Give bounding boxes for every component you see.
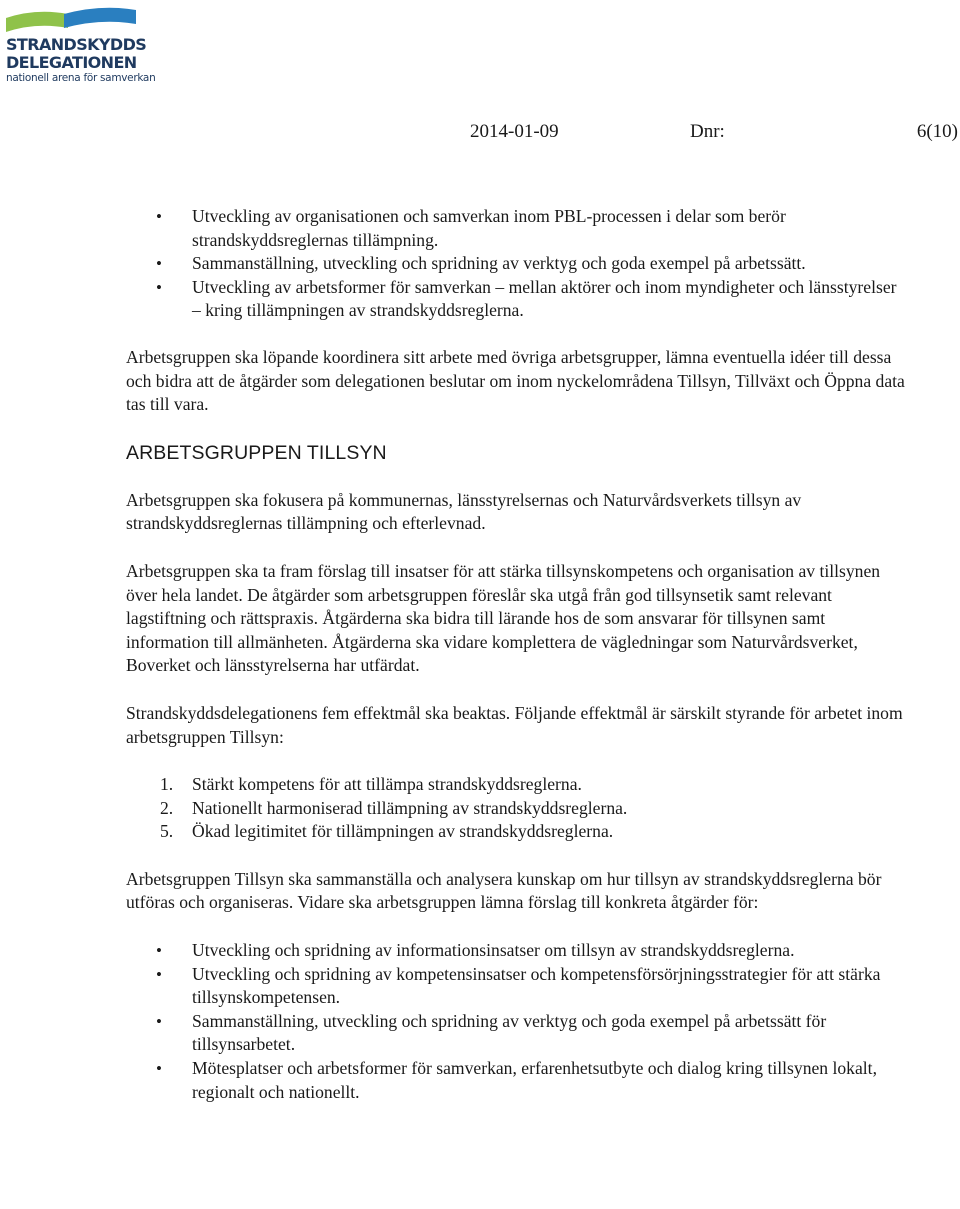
goals-list xyxy=(126,773,906,844)
logo-line-2: DELEGATIONEN xyxy=(6,53,137,72)
document-body xyxy=(126,205,906,1104)
list-item: • Utveckling av organisationen och samverkan inom PBL-processen i delar som berör strandskyddsreglernas tillämpning. xyxy=(126,205,906,252)
paragraph: Strandskyddsdelegationens fem effektmål ska beaktas. Följande effektmål är särskilt styrande för arbetet inom arbetsgruppen Tillsyn: xyxy=(126,702,903,747)
paragraph: Arbetsgruppen ska ta fram förslag till insatser för att stärka tillsynskompetens och organisation av tillsynen över hela landet. De åtgärder som arbetsgruppen föreslår ska utgå från god tillsynsetik samt relevant lagstiftning och rättspraxis. Åtgärderna ska bidra till lärande hos de som ansvarar för tillsynen samt information till allmänheten. Åtgärderna ska vidare komplettera de vägledningar som Naturvårdsverket, Boverket och länsstyrelserna har utfärdat. xyxy=(126,560,881,676)
paragraph: Arbetsgruppen ska löpande koordinera sitt arbete med övriga arbetsgrupper, lämna eventuella idéer till dessa och bidra att de åtgärder som delegationen beslutar om inom nyckelområdena Tillsyn, Tillväxt och Öppna data tas till vara. xyxy=(126,346,905,415)
bullet-list-2 xyxy=(126,939,906,1104)
bullet-list-1 xyxy=(126,205,906,323)
list-item: • Sammanställning, utveckling och spridning av verktyg och goda exempel på arbetssätt för tillsynsarbetet. xyxy=(126,1010,906,1057)
header-date: 2014-01-09 xyxy=(470,121,559,142)
list-item: 1. Stärkt kompetens för att tillämpa strandskyddsreglerna. xyxy=(160,774,582,795)
list-item: • Utveckling och spridning av informationsinsatser om tillsyn av strandskyddsreglerna. xyxy=(126,939,906,963)
list-item: • Sammanställning, utveckling och spridning av verktyg och goda exempel på arbetssätt. xyxy=(126,252,906,276)
list-item: • Utveckling av arbetsformer för samverkan – mellan aktörer och inom myndigheter och länsstyrelser – kring tillämpningen av strandskyddsreglerna. xyxy=(126,276,906,323)
logo-line-1: STRANDSKYDDS xyxy=(6,35,147,54)
section-heading: ARBETSGRUPPEN TILLSYN xyxy=(126,441,387,464)
logo xyxy=(6,6,156,88)
paragraph: Arbetsgruppen Tillsyn ska sammanställa och analysera kunskap om hur tillsyn av strandskyddsreglerna bör utföras och organiseras. Vidare ska arbetsgruppen lämna förslag till konkreta åtgärder för: xyxy=(126,868,882,913)
logo-tagline: nationell arena för samverkan xyxy=(6,72,156,84)
list-item: • Mötesplatser och arbetsformer för samverkan, erfarenhetsutbyte och dialog kring tillsynen lokalt, regionalt och nationellt. xyxy=(126,1057,906,1104)
list-item: 5. Ökad legitimitet för tillämpningen av strandskyddsreglerna. xyxy=(160,821,614,842)
header-page-number: 6(10) xyxy=(916,121,958,142)
list-item: • Utveckling och spridning av kompetensinsatser och kompetensförsörjningsstrategier för att stärka tillsynskompetensen. xyxy=(126,963,906,1010)
logo-waves-icon xyxy=(6,6,138,32)
page-header xyxy=(0,121,960,145)
list-item: 2. Nationellt harmoniserad tillämpning av strandskyddsreglerna. xyxy=(160,797,628,818)
header-dnr-label: Dnr: xyxy=(690,121,725,142)
paragraph: Arbetsgruppen ska fokusera på kommunernas, länsstyrelsernas och Naturvårdsverkets tillsyn av strandskyddsreglernas tillämpning och efterlevnad. xyxy=(126,489,802,534)
